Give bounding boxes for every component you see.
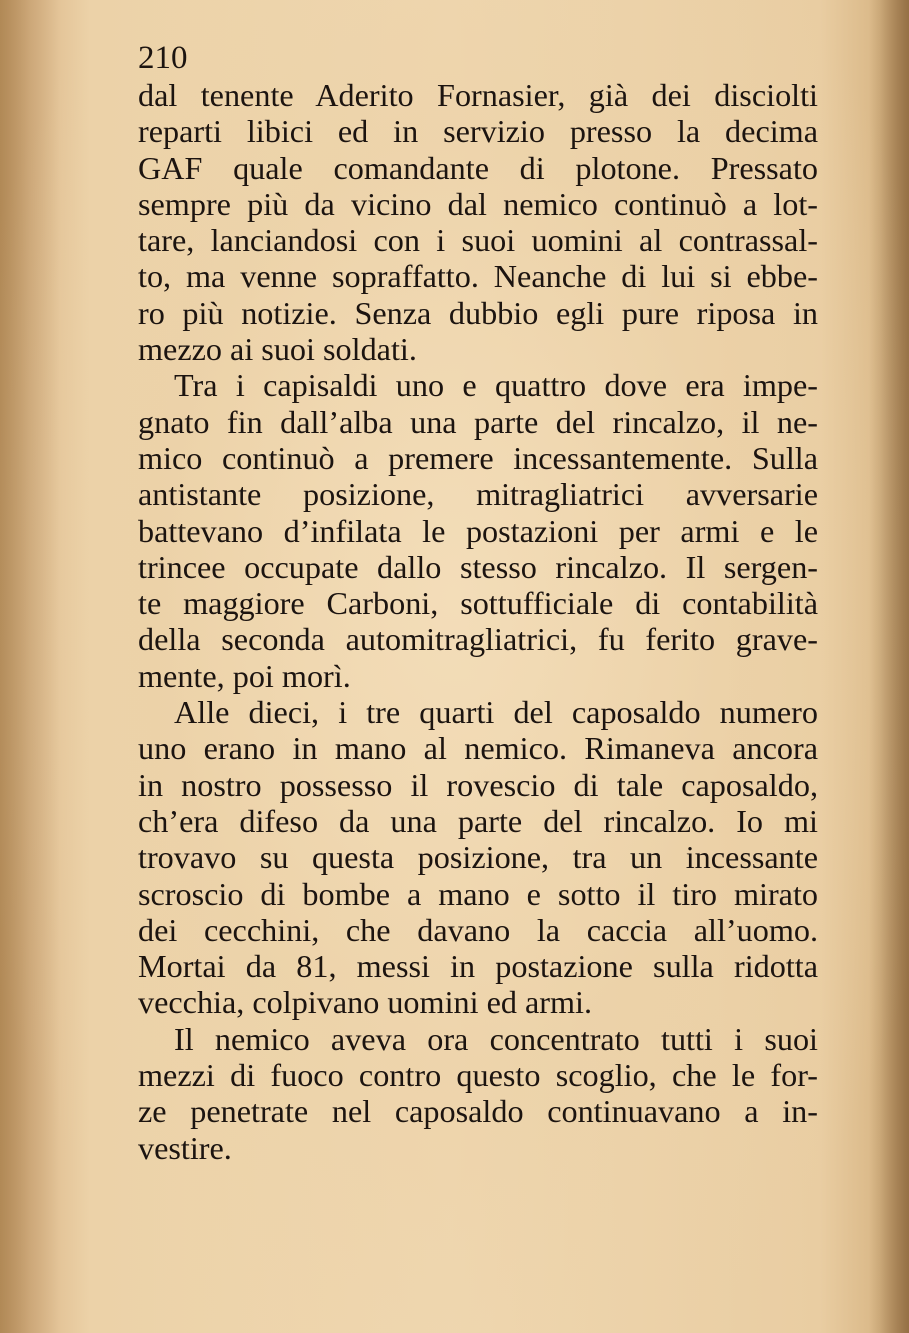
text-line: Il nemico aveva ora concentrato tutti i suoi <box>174 1020 818 1057</box>
text-line: scroscio di bombe a mano e sotto il tiro mirato <box>138 875 818 912</box>
text-line: ch’era difeso da una parte del rincalzo. Io mi <box>138 802 818 839</box>
text-line: mente, poi morì. <box>138 657 351 694</box>
text-line: antistante posizione, mitragliatrici avversarie <box>138 476 818 513</box>
text-line: GAF quale comandante di plotone. Pressato <box>138 149 818 186</box>
text-line: mezzo ai suoi soldati. <box>138 331 417 368</box>
text-line: Alle dieci, i tre quarti del caposaldo numero <box>174 694 818 731</box>
text-line: mezzi di fuoco contro questo scoglio, che le for- <box>138 1057 818 1094</box>
text-line: sempre più da vicino dal nemico continuò a lot- <box>138 185 818 222</box>
page-number: 210 <box>138 40 188 76</box>
text-line: vecchia, colpivano uomini ed armi. <box>138 984 593 1021</box>
text-line: dei cecchini, che davano la caccia all’uomo. <box>138 911 818 948</box>
body-text <box>138 77 818 1166</box>
text-line: tare, lanciandosi con i suoi uomini al contrassal- <box>138 222 818 259</box>
text-line: della seconda automitragliatrici, fu ferito grave- <box>138 621 818 658</box>
text-line: ro più notizie. Senza dubbio egli pure riposa in <box>138 294 818 331</box>
text-line: Tra i capisaldi uno e quattro dove era impe- <box>174 367 818 404</box>
text-line: dal tenente Aderito Fornasier, già dei disciolti <box>138 77 818 113</box>
text-line: to, ma venne sopraffatto. Neanche di lui si ebbe- <box>138 258 818 295</box>
text-line: vestire. <box>138 1129 232 1166</box>
text-line: ze penetrate nel caposaldo continuavano a in- <box>138 1093 818 1130</box>
text-line: trovavo su questa posizione, tra un incessante <box>138 839 818 876</box>
text-line: uno erano in mano al nemico. Rimaneva ancora <box>138 730 818 767</box>
text-line: te maggiore Carboni, sottufficiale di contabilità <box>138 585 818 622</box>
text-line: mico continuò a premere incessantemente. Sulla <box>138 439 818 476</box>
text-line: gnato fin dall’alba una parte del rincalzo, il ne- <box>138 403 818 440</box>
text-line: battevano d’infilata le postazioni per armi e le <box>138 512 818 549</box>
text-line: in nostro possesso il rovescio di tale caposaldo, <box>138 766 818 803</box>
text-line: Mortai da 81, messi in postazione sulla ridotta <box>138 948 818 985</box>
text-line: reparti libici ed in servizio presso la decima <box>138 113 818 150</box>
text-line: trincee occupate dallo stesso rincalzo. Il sergen- <box>138 548 818 585</box>
